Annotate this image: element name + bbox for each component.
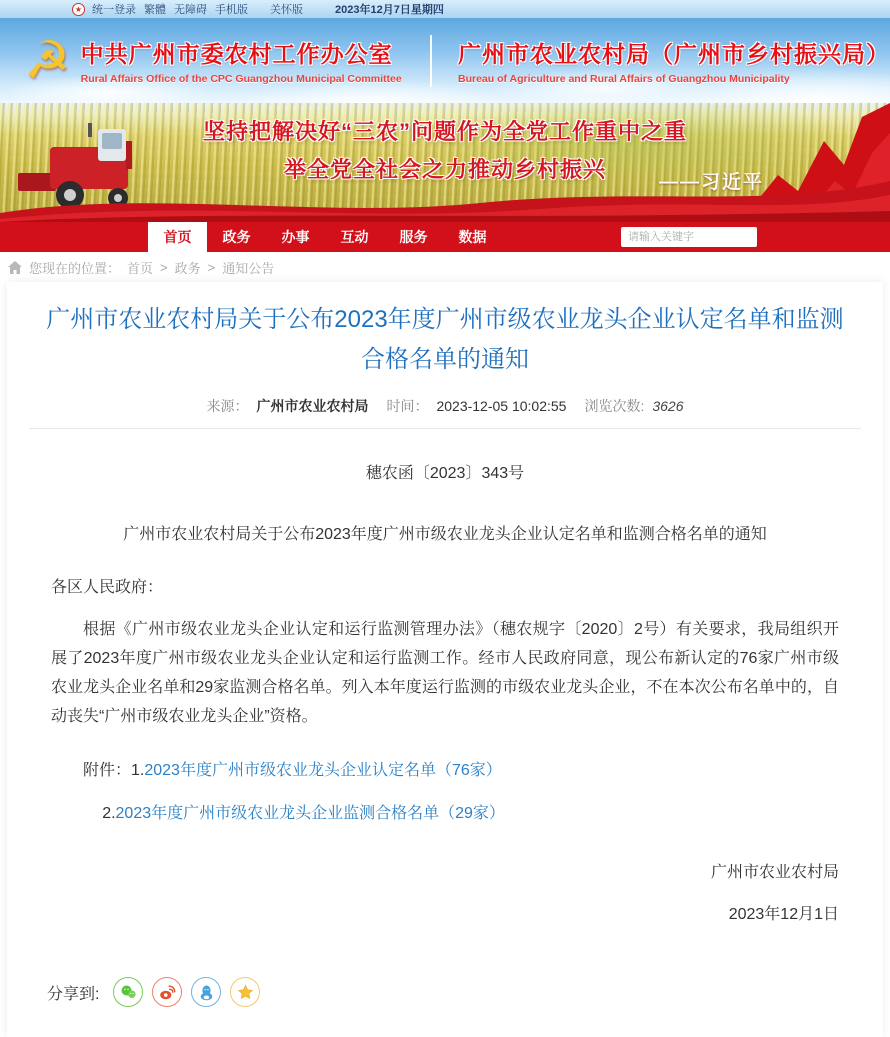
meta-source-label: 来源： <box>206 398 249 414</box>
site-header <box>0 18 890 103</box>
header-divider <box>430 35 432 87</box>
header-right-subtitle: Bureau of Agriculture and Rural Affairs of Guangzhou Municipality <box>458 73 790 85</box>
hero-banner <box>0 103 890 222</box>
signature-date: 2023年12月1日 <box>728 906 839 923</box>
home-icon <box>8 261 22 274</box>
banner-signature: ——习近平 <box>658 172 764 193</box>
article-body <box>7 429 883 929</box>
main-navigation <box>0 222 890 252</box>
header-left-subtitle: Rural Affairs Office of the CPC Guangzhou Municipal Committee <box>80 73 402 85</box>
attachment-line-2 <box>51 799 839 828</box>
weibo-icon[interactable] <box>152 977 182 1007</box>
search-box <box>621 227 757 247</box>
party-emblem-icon: ☭ <box>24 31 71 90</box>
nav-tab-services[interactable]: 办事 <box>281 229 310 245</box>
document-number: 穗农函〔2023〕343号 <box>365 465 525 482</box>
qzone-icon[interactable] <box>230 977 260 1007</box>
search-input[interactable] <box>628 231 770 243</box>
header-right-title: 广州市农业农村局（广州市乡村振兴局） <box>458 41 890 67</box>
breadcrumb-prefix: 您现在的位置： <box>29 260 121 276</box>
breadcrumb-separator: > <box>207 259 216 275</box>
topbar-link-traditional[interactable]: 繁體 <box>144 4 166 16</box>
signature-organization: 广州市农业农村局 <box>710 864 839 881</box>
breadcrumb-separator: > <box>160 259 168 275</box>
page-title: 广州市农业农村局关于公布2023年度广州市级农业龙头企业认定名单和监测合格名单的通知 <box>46 306 844 373</box>
document-title: 广州市农业农村局关于公布2023年度广州市级农业龙头企业认定名单和监测合格名单的通知 <box>123 526 767 543</box>
nav-tabs <box>148 222 890 255</box>
banner-slogan-line1: 坚持把解决好“三农”问题作为全党工作重中之重 <box>202 119 687 144</box>
attachments-label: 附件： <box>83 762 132 779</box>
attachment-line-1 <box>51 756 839 785</box>
topbar-link-mobile[interactable]: 手机版 <box>215 4 248 16</box>
topbar-link-accessibility[interactable]: 无障碍 <box>174 4 207 16</box>
meta-time-value: 2023-12-05 10:02:55 <box>436 398 567 414</box>
attachment-link-2[interactable]: 2023年度广州市级农业龙头企业监测合格名单（29家） <box>115 805 505 822</box>
gov-emblem-icon: ★ <box>72 3 85 16</box>
nav-tab-interaction[interactable]: 互动 <box>340 229 369 245</box>
share-label: 分享到: <box>47 985 100 1003</box>
topbar-link-care-mode[interactable]: 关怀版 <box>270 4 303 16</box>
meta-time-label: 时间： <box>386 398 429 414</box>
top-utility-bar <box>0 0 890 18</box>
header-left-title: 中共广州市委农村工作办公室 <box>80 41 393 67</box>
nav-tab-government[interactable]: 政务 <box>222 229 251 245</box>
article-meta <box>7 384 883 428</box>
breadcrumb-item-home[interactable]: 首页 <box>127 260 154 276</box>
attachment-2-number: 2. <box>102 805 116 822</box>
nav-tab-home[interactable]: 首页 <box>148 222 207 255</box>
nav-tab-data[interactable]: 数据 <box>458 229 487 245</box>
body-paragraph: 根据《广州市级农业龙头企业认定和运行监测管理办法》（穗农规字〔2020〕2号）有关要求，我局组织开展了2023年度广州市级农业龙头企业认定和运行监测工作。经市人民政府同意，现公布新认定的76家广州市级农业龙头企业名单和29家监测合格名单。列入本年度运行监测的市级农业龙头企业，不在本次公布名单中的，自动丧失“广州市级农业龙头企业”资格。 <box>51 621 839 725</box>
current-date: 2023年12月7日星期四 <box>335 4 444 16</box>
banner-slogan-line2: 举全党全社会之力推动乡村振兴 <box>283 157 606 182</box>
nav-tab-service[interactable]: 服务 <box>399 229 428 245</box>
breadcrumb <box>0 252 890 282</box>
header-logo-cpc-office[interactable] <box>0 31 430 90</box>
topbar-link-login[interactable]: 统一登录 <box>92 4 136 16</box>
header-logo-bureau[interactable] <box>444 36 890 85</box>
attachment-link-1[interactable]: 2023年度广州市级农业龙头企业认定名单（76家） <box>144 762 502 779</box>
breadcrumb-item-government[interactable]: 政务 <box>174 260 201 276</box>
breadcrumb-item-notices[interactable]: 通知公告 <box>222 260 275 276</box>
meta-views-value: 3626 <box>652 398 684 414</box>
article-container <box>7 282 883 1037</box>
salutation: 各区人民政府： <box>51 579 164 596</box>
wechat-icon[interactable] <box>113 977 143 1007</box>
meta-views-label: 浏览次数: <box>584 398 645 414</box>
attachment-1-number: 1. <box>131 762 145 779</box>
share-bar <box>7 929 883 1007</box>
qq-icon[interactable] <box>191 977 221 1007</box>
meta-source-value: 广州市农业农村局 <box>256 398 369 414</box>
